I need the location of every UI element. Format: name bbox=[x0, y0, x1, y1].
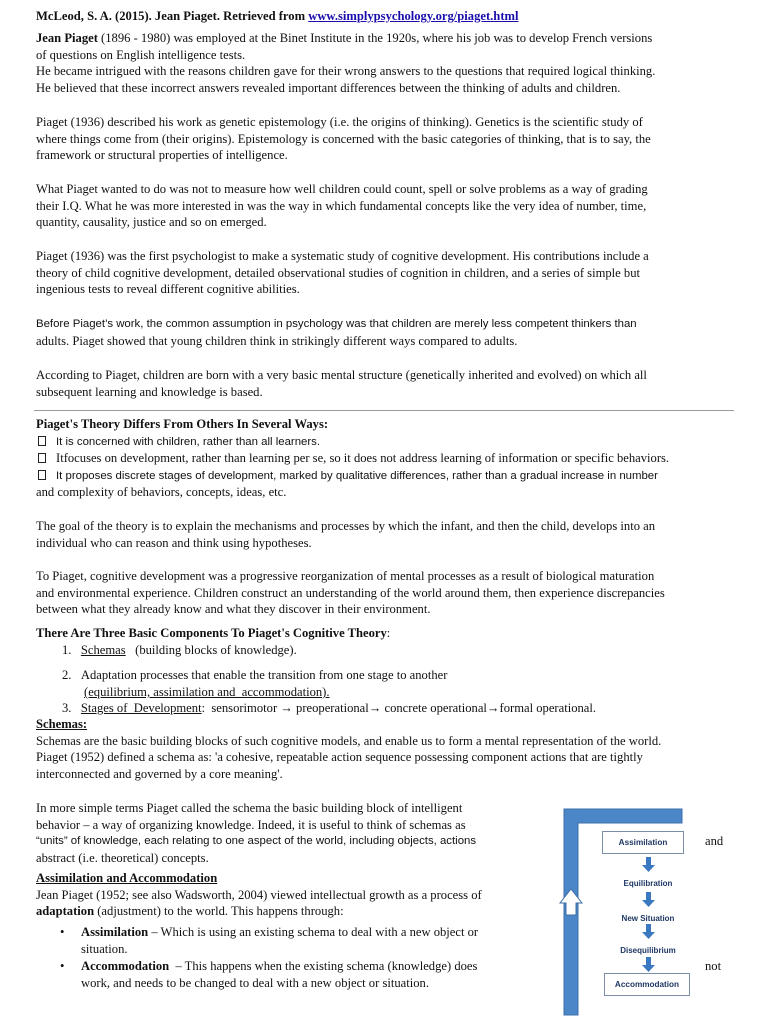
component-item-2-sub: (equilibrium, assimilation and accommodation). bbox=[84, 685, 330, 699]
adaptation-cycle-diagram bbox=[558, 805, 698, 1021]
up-arrow-icon bbox=[560, 889, 582, 915]
assimilation-section: Assimilation and Accommodation Jean Piaget (1952; see also Wadsworth, 2004) viewed intellectual growth as a process of adaptation (adjustment) to the world. This happens through: bbox=[36, 871, 482, 919]
paragraph-reorganization: To Piaget, cognitive development was a progressive reorganization of mental processes as a result of biological maturation and environmental experience. Children construct an understanding of the world around them, then experience discrepancies between what they already know and what they discover in their environment. bbox=[36, 569, 665, 617]
components-heading: There Are Three Basic Components To Piaget's Cognitive Theory: bbox=[36, 626, 391, 640]
stages-link[interactable]: Stages of Development bbox=[80, 701, 202, 715]
bullet-icon: • bbox=[60, 959, 65, 973]
checkbox-icon bbox=[38, 436, 46, 446]
step-assimilation: Assimilation bbox=[602, 831, 684, 854]
paragraph-first-psychologist: Piaget (1936) was the first psychologist to make a systematic study of cognitive development. His contributions include a theory of child cognitive development, detailed observational studies of cognition in children, and a series of simple but ingenious tests to reveal different cognitive abilities. bbox=[36, 249, 649, 297]
paragraph-simple-terms: In more simple terms Piaget called the schema the basic building block of intelligent behavior – a way of organizing knowledge. Indeed, it is useful to think of schemas as “units” of knowledge, each relating to one aspect of the world, including objects, actions abstract (i.e. theoretical) concepts. bbox=[36, 801, 477, 865]
differs-heading: Piaget's Theory Differs From Others In Several Ways: bbox=[36, 417, 329, 431]
down-arrow-icon bbox=[642, 892, 655, 907]
schemas-section: Schemas: Schemas are the basic building blocks of such cognitive models, and enable us to form a mental representation of the world. Piaget (1952) defined a schema as: 'a cohesive, repeatable action sequence possessing component actions that are tightly interconnected and governed by a core meaning'. bbox=[36, 717, 662, 781]
schemas-heading: Schemas: bbox=[36, 717, 88, 731]
differs-section: Piaget's Theory Differs From Others In Several Ways: It is concerned with children, rather than all learners. Itfocuses on development, rather than learning per se, so it does not address learning of information or specific behaviors. It proposes discrete stages of development, marked by qualitative differences, rather than a gradual increase in number and complexity of behaviors, concepts, ideas, etc. bbox=[36, 416, 732, 501]
source-link[interactable]: www.simplypsychology.org/piaget.html bbox=[308, 9, 519, 23]
section-divider bbox=[34, 410, 734, 411]
paragraph-born-with-structure: According to Piaget, children are born with a very basic mental structure (genetically inherited and evolved) on which all subsequent learning and knowledge is based. bbox=[36, 368, 647, 399]
and-word: and bbox=[705, 834, 724, 848]
bullet-accommodation: Accommodation – This happens when the existing schema (knowledge) does work, and needs to be changed to deal with a new object or situation. bbox=[81, 959, 478, 990]
paragraph-what-piaget-wanted: What Piaget wanted to do was not to measure how well children could count, spell or solve problems as a way of grading their I.Q. What he was more interested in was the way in which fundamental concepts like the very idea of number, time, quantity, causality, justice and so on emerged. bbox=[36, 182, 648, 230]
step-accommodation: Accommodation bbox=[604, 973, 690, 996]
not-word: not bbox=[705, 959, 722, 973]
citation-line bbox=[36, 8, 732, 25]
differs-item: It is concerned with children, rather than all learners. bbox=[36, 433, 732, 451]
component-item-1: 1. Schemas (building blocks of knowledge). bbox=[62, 643, 297, 657]
bullet-assimilation: Assimilation – Which is using an existing schema to deal with a new object or situation. bbox=[81, 925, 479, 956]
down-arrow-icon bbox=[642, 857, 655, 872]
schemas-link[interactable]: Schemas bbox=[80, 643, 126, 657]
citation-text: McLeod, S. A. (2015). Jean Piaget. Retrieved from bbox=[36, 9, 309, 23]
step-new-situation: New Situation bbox=[621, 914, 675, 923]
component-item-3: 3. Stages of Development: sensorimotor → preoperational→ concrete operational→formal operational. bbox=[62, 701, 597, 715]
step-equilibration: Equilibration bbox=[623, 879, 673, 888]
differs-item: Itfocuses on development, rather than learning per se, so it does not address learning of information or specific behaviors. bbox=[36, 450, 732, 467]
differs-item: It proposes discrete stages of development, marked by qualitative differences, rather than a gradual increase in number bbox=[36, 467, 732, 485]
bullet-icon: • bbox=[60, 925, 65, 939]
step-disequilibrium: Disequilibrium bbox=[620, 946, 676, 955]
intro-paragraph: Jean Piaget (1896 - 1980) was employed at the Binet Institute in the 1920s, where his job was to develop French versions of questions on English intelligence tests. He became intrigued with the reasons children gave for their wrong answers to the questions that required logical thinking. He believed that these incorrect answers revealed important differences between the thinking of adults and children. bbox=[36, 31, 656, 95]
paragraph-before-piaget: Before Piaget’s work, the common assumption in psychology was that children are merely less competent thinkers than adults. Piaget showed that young children think in strikingly different ways compared to adults. bbox=[36, 318, 637, 348]
component-item-2: 2. Adaptation processes that enable the transition from one stage to another bbox=[62, 668, 448, 682]
checkbox-icon bbox=[38, 453, 46, 463]
paragraph-goal: The goal of the theory is to explain the mechanisms and processes by which the infant, and then the child, develops into an individual who can reason and think using hypotheses. bbox=[36, 519, 656, 550]
intro-name: Jean Piaget bbox=[36, 31, 98, 45]
paragraph-epistemology: Piaget (1936) described his work as genetic epistemology (i.e. the origins of thinking). Genetics is the scientific study of where things come from (their origins). Epistemology is concerned with the basic categories of thinking, that is to say, the framework or structural properties of intelligence. bbox=[36, 115, 651, 163]
checkbox-icon bbox=[38, 470, 46, 480]
assimilation-heading: Assimilation and Accommodation bbox=[36, 871, 218, 885]
